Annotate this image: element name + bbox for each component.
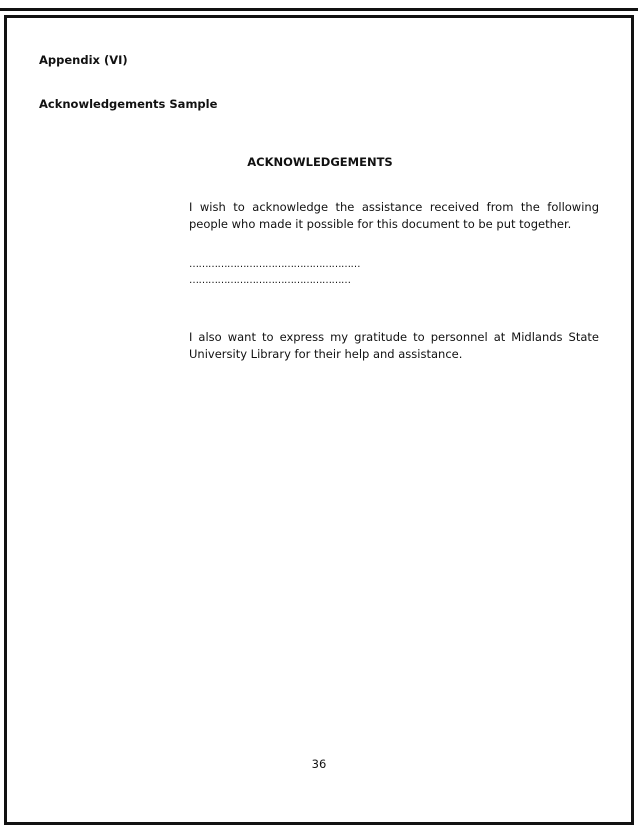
placeholder-line-2: …………………………………………… <box>189 275 351 286</box>
sample-label: Acknowledgements Sample <box>39 97 218 111</box>
top-rule <box>0 8 638 11</box>
acknowledgement-paragraph-1: I wish to acknowledge the assistance received from the following people who made it possible for this document to be put together. <box>189 200 599 231</box>
appendix-label: Appendix (VI) <box>39 53 128 67</box>
page-border <box>4 15 634 825</box>
page-number: 36 <box>311 757 327 771</box>
placeholder-line-1: ……………………………………………… <box>189 259 360 270</box>
acknowledgement-paragraph-2: I also want to express my gratitude to personnel at Midlands State University Library for their help and assistance. <box>189 330 599 361</box>
acknowledgements-heading <box>0 154 638 171</box>
acknowledgements-heading-text: ACKNOWLEDGEMENTS <box>247 155 393 169</box>
